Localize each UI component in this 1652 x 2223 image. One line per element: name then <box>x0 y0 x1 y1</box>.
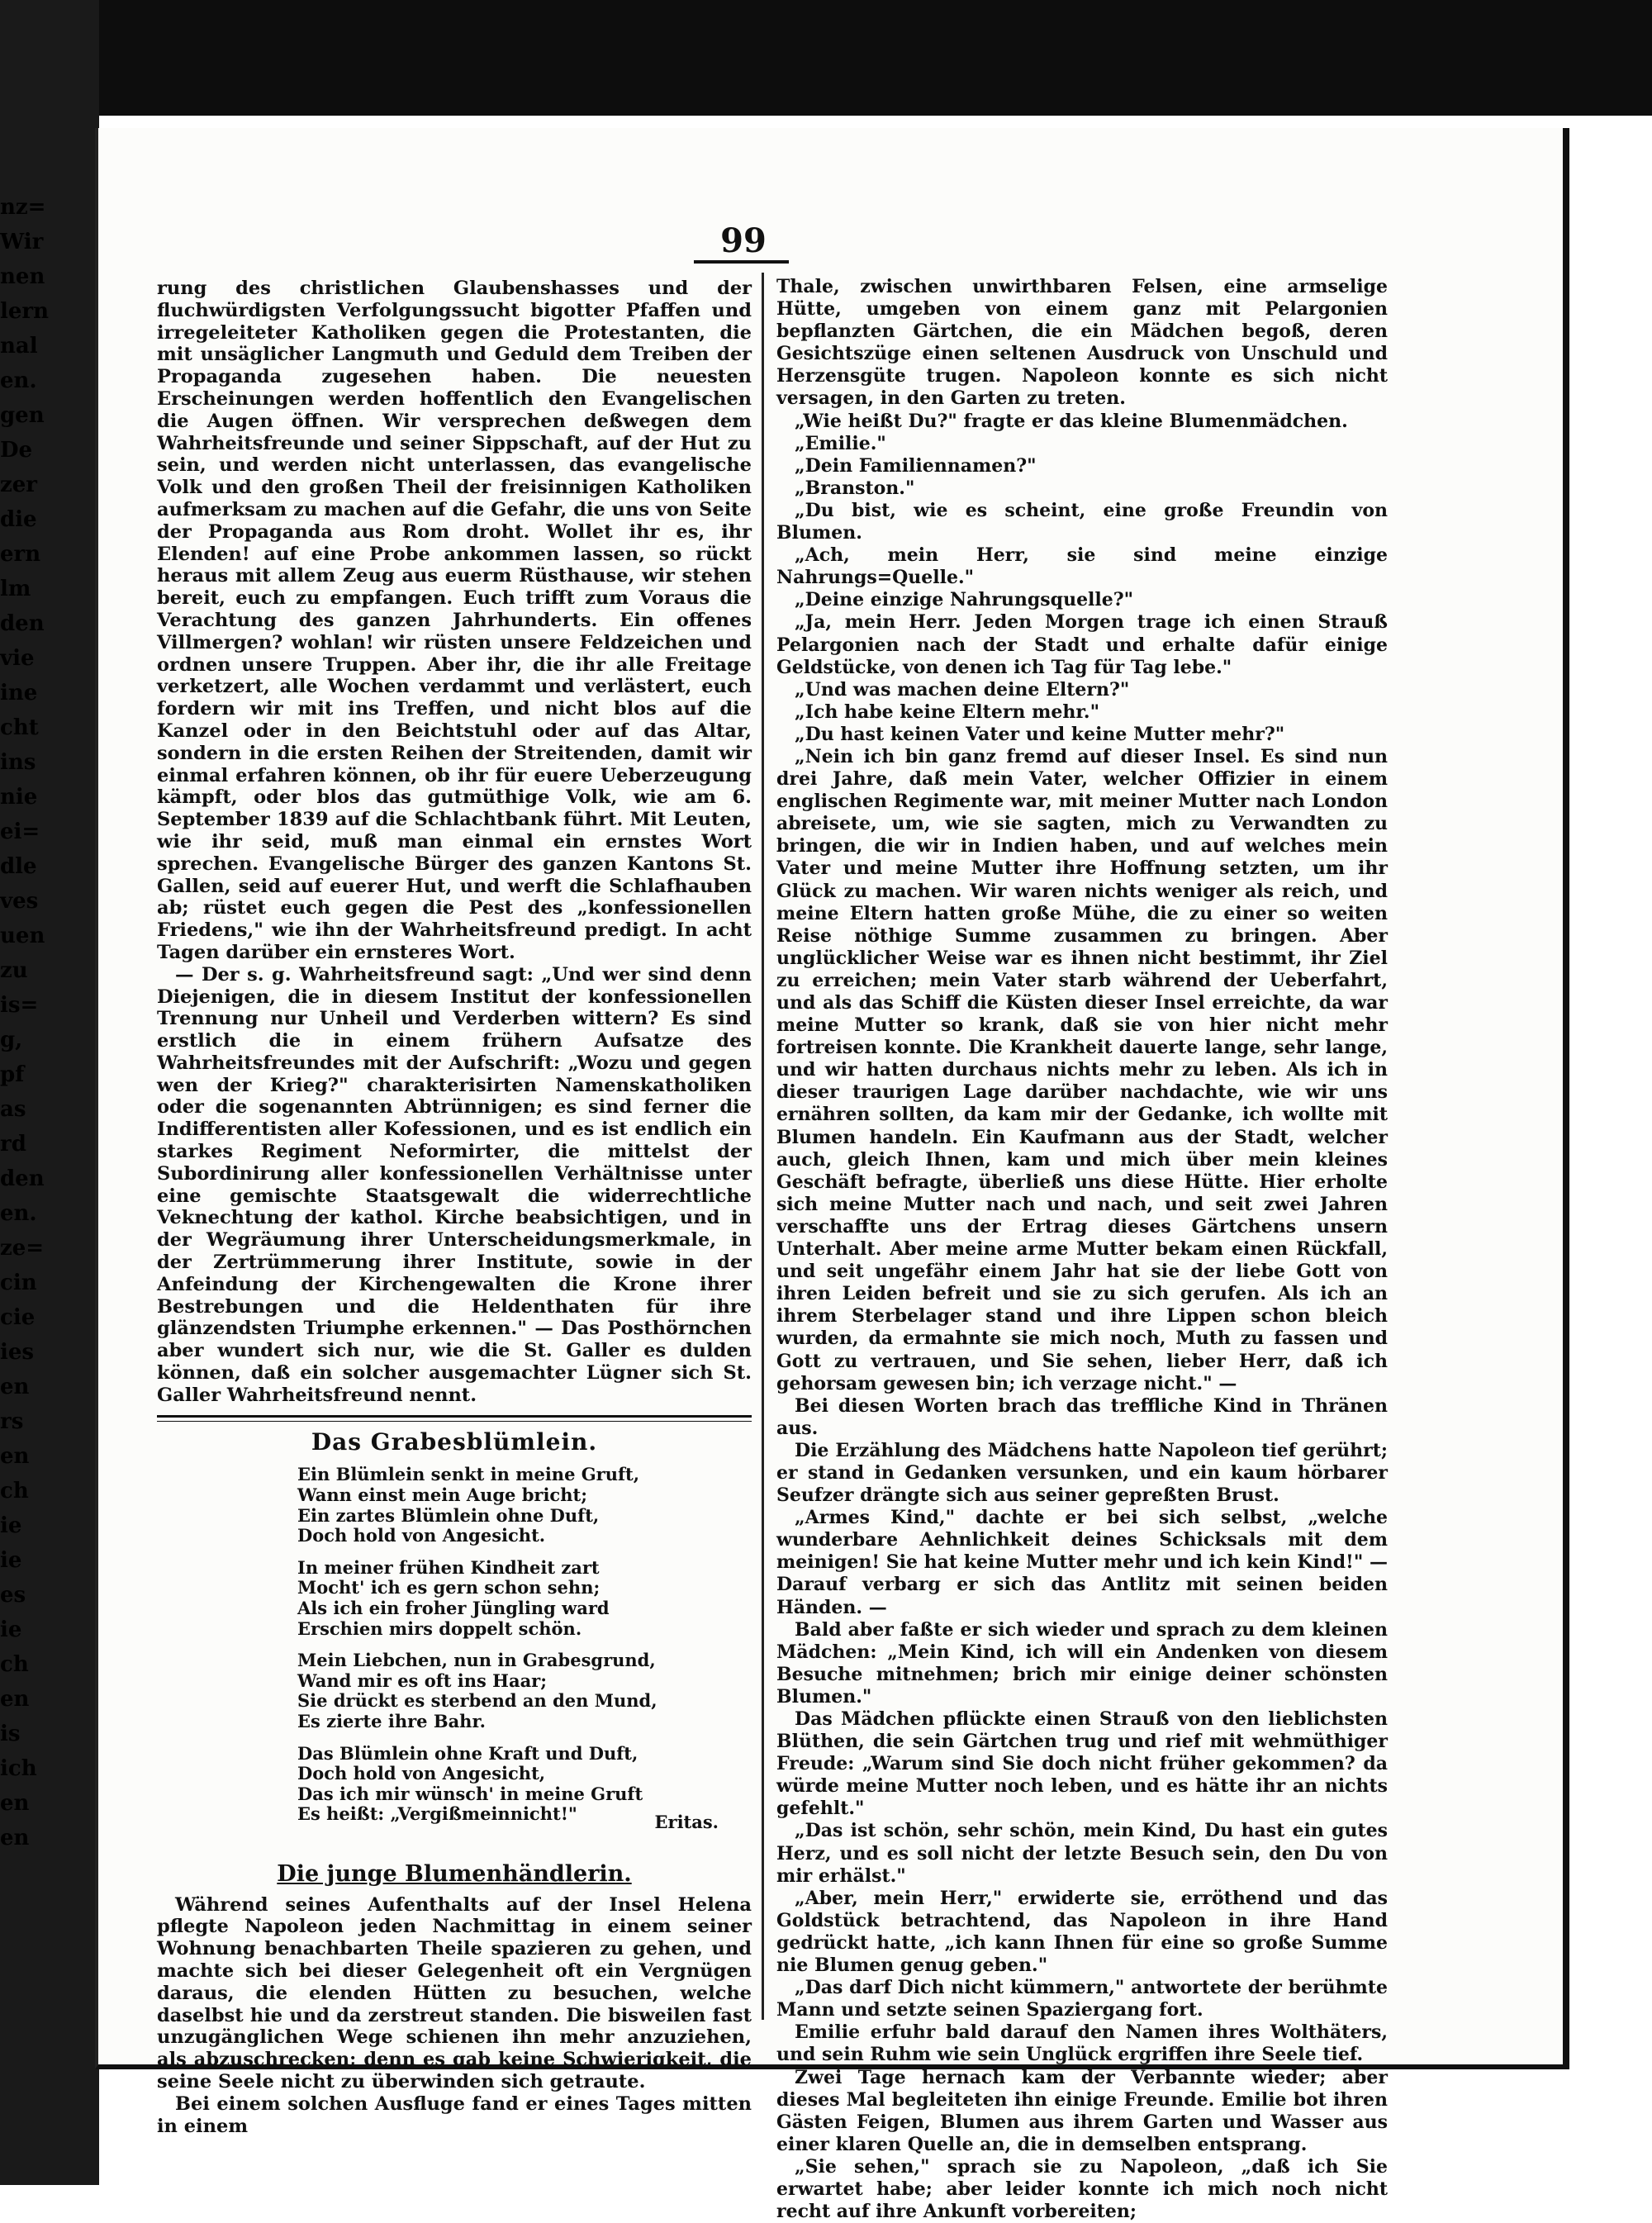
story-paragraph: Bei einem solchen Ausfluge fand er eines Tages mitten in einem <box>157 2092 752 2137</box>
story-paragraph: „Du hast keinen Vater und keine Mutter mehr?" <box>795 723 1285 745</box>
story-paragraph: Thale, zwischen unwirthbaren Felsen, eine armselige Hütte, umgeben von einem ganz mit Pelargonien bepflanzten Gärtchen, die ein Mädchen begoß, deren Gesichtszüge einen seltenen Ausdruck von Unschuld und Herzensgüte trugen. Napoleon konnte es sich nicht versagen, in den Garten zu treten. <box>776 276 1388 410</box>
poem-line: Als ich ein froher Jüngling ward <box>297 1598 610 1618</box>
previous-page-fragment: is= <box>0 993 39 1018</box>
column-divider <box>762 273 764 2020</box>
previous-page-fragment: zu <box>0 958 28 983</box>
story-paragraph: Bald aber faßte er sich wieder und sprach zu dem kleinen Mädchen: „Mein Kind, ich will ein Andenken von diesem Besuche mitnehmen; brich mir einige deiner schönsten Blumen." <box>776 1618 1388 1708</box>
right-column <box>776 276 1388 2223</box>
previous-page-fragment: ine <box>0 681 38 705</box>
story-paragraph: „Wie heißt Du?" fragte er das kleine Blumenmädchen. <box>795 410 1348 432</box>
previous-page-fragment: as <box>0 1097 26 1122</box>
previous-page-fragment: ins <box>0 750 36 775</box>
story-paragraph: „Ach, mein Herr, sie sind meine einzige Nahrungs=Quelle." <box>776 544 1388 589</box>
story-paragraph: „Branston." <box>795 477 915 499</box>
previous-page-fragment: ves <box>0 889 39 914</box>
poem-line: Erschien mirs doppelt schön. <box>297 1617 582 1639</box>
poem-line: Mocht' ich es gern schon sehn; <box>297 1577 601 1598</box>
poem-line: Das ich mir wünsch' in meine Gruft <box>297 1783 643 1804</box>
previous-page-fragment: ei= <box>0 819 40 844</box>
previous-page-fragment: ern <box>0 542 41 567</box>
previous-page-fragment: rd <box>0 1132 26 1157</box>
story-paragraph: „Du bist, wie es scheint, eine große Freundin von Blumen. <box>776 499 1388 544</box>
previous-page-fragment: ze= <box>0 1236 45 1261</box>
previous-page-fragment: ie <box>0 1548 22 1573</box>
story-paragraph: „Aber, mein Herr," erwiderte sie, erröthend und das Goldstück betrachtend, das Napoleon in ihre Hand gedrückt hatte, „ich kann Ihnen für eine so große Summe nie Blumen genug geben." <box>776 1887 1388 1977</box>
previous-page-fragment: en <box>0 1375 30 1399</box>
previous-page-fragment: cie <box>0 1305 36 1330</box>
article-paragraph: — Der s. g. Wahrheitsfreund sagt: „Und wer sind denn Diejenigen, die in diesem Institut der konfessionellen Trennung nur Unheil und Verderben wittern? Es sind erstlich die in einem frühern Aufsatze des Wahrheitsfreundes mit der Aufschrift: „Wozu und gegen wen der Krieg?" charakterisirten Namenskatholiken oder die sogenannten Abtrünnigen; es sind ferner die Indifferentisten aller Kofessionen, und es ist endlich ein starkes Regiment Neformirter, die mittelst der Subordinirung aller konfessionellen Verhältnisse unter eine gemischte Staatsgewalt die widerrechtliche Veknechtung der kathol. Kirche beabsichtigen, und in der Wegräumung ihrer Unterscheidungsmerkmale, in der Zertrümmerung ihrer Institute, sowie in der Anfeindung der Kirchengewalten die Krone ihrer Bestrebungen und die Heldenthaten für ihre glänzendsten Triumphe erkennen." — Das Posthörnchen aber wundert sich nur, wie die St. Galler es dulden können, daß ein solcher ausgemachter Lügner sich St. Galler Wahrheitsfreund nennt. <box>157 963 752 1406</box>
previous-page-fragment: g, <box>0 1028 23 1052</box>
poem-line: In meiner frühen Kindheit zart <box>297 1556 600 1578</box>
poem-line: Ein zartes Blümlein ohne Duft, <box>297 1504 600 1526</box>
previous-page-fragment: is <box>0 1722 21 1746</box>
poem-line: Doch hold von Angesicht, <box>297 1763 546 1784</box>
previous-page-fragment: nal <box>0 334 38 359</box>
previous-page-fragment: ies <box>0 1340 35 1365</box>
section-rule-thin <box>157 1421 752 1422</box>
previous-page-fragment: ie <box>0 1513 22 1538</box>
story-paragraph: Zwei Tage hernach kam der Verbannte wieder; aber dieses Mal begleiteten ihn einige Freunde. Emilie bot ihren Gästen Feigen, Blumen aus ihrem Garten und Wasser aus einer klaren Quelle an, die in demselben entsprang. <box>776 2066 1388 2155</box>
previous-page-fragment: nen <box>0 264 45 289</box>
previous-page-fragment: en <box>0 1791 30 1816</box>
previous-page-fragment: en. <box>0 368 37 393</box>
poem-line: Mein Liebchen, nun in Grabesgrund, <box>297 1650 656 1671</box>
article-paragraph: rung des christlichen Glaubenshasses und der fluchwürdigsten Verfolgungssucht bigotter Pfaffen und irregeleiteter Katholiken gegen die Protestanten, die mit unsäglicher Langmuth und Geduld dem Treiben der Propaganda zugesehen haben. Die neuesten Erscheinungen werden hoffentlich den Evangelischen die Augen öffnen. Wir versprechen deßwegen dem Wahrheitsfreunde und seiner Sippschaft, auf der Hut zu sein, und werden nicht unterlassen, das evangelische Volk und den großen Theil der freisinnigen Katholiken aufmerksam zu machen auf die Gefahr, die uns von Seite der Propaganda aus Rom droht. Wollet ihr es, ihr Elenden! auf eine Probe ankommen lassen, so rückt heraus mit allem Zeug aus euerm Rüsthause, wir stehen bereit, euch zu empfangen. Euch trifft zum Voraus die Verachtung des ganzen Jahrhunderts. Ein offenes Villmergen? wohlan! wir rüsten unsere Feldzeichen und ordnen unsere Truppen. Aber ihr, die ihr alle Freitage verketzert, alle Wochen verdammt und verlästert, euch fordern wir mit ins Treffen, und nicht blos auf die Kanzel oder in den Beichtstuhl oder auf das Altar, sondern in die ersten Reihen der Streitenden, damit wir einmal erfahren können, ob ihr für euere Ueberzeugung kämpft, oder blos das gutmüthige Volk, wie am 6. September 1839 auf die Schlachtbank führt. Mit Leuten, wie ihr seid, muß man einmal ein ernstes Wort sprechen. Evangelische Bürger des ganzen Kantons St. Gallen, seid auf euerer Hut, und werft die Schlafhauben ab; rüstet euch gegen die Pest des „konfessionellen Friedens," wie ihn der Wahrheitsfreund predigt. In acht Tagen darüber ein ernsteres Wort. <box>157 278 752 963</box>
poem-line: Ein Blümlein senkt in meine Gruft, <box>297 1464 640 1485</box>
left-column <box>157 278 752 2137</box>
previous-page-fragment: cht <box>0 715 39 740</box>
story-paragraph: „Ich habe keine Eltern mehr." <box>795 701 1100 723</box>
story-paragraph: Während seines Aufenthalts auf der Insel Helena pflegte Napoleon jeden Nachmittag in einem seiner Wohnung benachbarten Theile spazieren zu gehen, und machte sich bei dieser Gelegenheit oft ein Vergnügen daraus, die elenden Hütten zu besuchen, welche daselbst hie und da zerstreut standen. Die bisweilen fast unzugänglichen Wege schienen ihn mehr anzuziehen, als abzuschrecken; denn es gab keine Schwierigkeit, die seine Seele nicht zu überwinden sich getraute. <box>157 1893 752 2092</box>
scan-background-top <box>0 0 1652 116</box>
poem-stanza <box>297 1558 710 1639</box>
previous-page-fragment: De <box>0 438 33 463</box>
story-paragraph: „Emilie." <box>795 432 886 454</box>
story-title: Die junge Blumenhändlerin. <box>277 1860 632 1887</box>
section-rule <box>157 1415 752 1418</box>
previous-page-fragment: nie <box>0 785 38 810</box>
story-paragraph: „Armes Kind," dachte er bei sich selbst, „welche wunderbare Aehnlichkeit deines Schicksals mit dem meinigen! Sie hat keine Mutter mehr und ich kein Kind!" — Darauf verbarg er sich das Antlitz mit seinen beiden Händen. — <box>776 1507 1388 1618</box>
previous-page-fragment: gen <box>0 403 45 428</box>
previous-page-fragment: pf <box>0 1062 25 1087</box>
story-paragraph: „Das darf Dich nicht kümmern," antwortete der berühmte Mann und setzte seinen Spaziergang fort. <box>776 1977 1388 2021</box>
previous-page-fragment: nz= <box>0 195 46 220</box>
previous-page-fragment: zer <box>0 473 38 497</box>
previous-page-fragments <box>0 190 50 1850</box>
previous-page-fragment: ie <box>0 1617 22 1642</box>
page-number-rule <box>694 260 789 264</box>
poem-line: Wann einst mein Auge bricht; <box>297 1484 587 1506</box>
story-paragraph: Die Erzählung des Mädchens hatte Napoleon tief gerührt; er stand in Gedanken versunken, und ein kaum hörbarer Seufzer drängte sich aus seiner gepreßten Brust. <box>776 1439 1388 1507</box>
previous-page-fragment: den <box>0 611 45 636</box>
poem-signature: Eritas. <box>654 1811 719 1832</box>
poem-line: Es zierte ihre Bahr. <box>297 1710 486 1731</box>
story-paragraph: „Ja, mein Herr. Jeden Morgen trage ich einen Strauß Pelargonien nach der Stadt und erhalte dafür einige Geldstücke, von denen ich Tag für Tag lebe." <box>776 611 1388 678</box>
story-paragraph: „Deine einzige Nahrungsquelle?" <box>795 589 1134 611</box>
story-paragraph: „Und was machen deine Eltern?" <box>795 678 1130 701</box>
poem-title: Das Grabesblümlein. <box>311 1427 598 1456</box>
previous-page-fragment: lm <box>0 577 31 601</box>
poem-stanza <box>297 1651 710 1731</box>
poem <box>297 1465 710 1825</box>
poem-line: Wand mir es oft ins Haar; <box>297 1670 547 1691</box>
poem-line: Es heißt: „Vergißmeinnicht!" <box>297 1803 577 1825</box>
previous-page-fragment: rs <box>0 1409 24 1434</box>
previous-page-fragment: es <box>0 1583 26 1608</box>
previous-page-fragment: vie <box>0 646 35 671</box>
poem-line: Sie drückt es sterbend an den Mund, <box>297 1690 657 1712</box>
previous-page-fragment: lern <box>0 299 50 324</box>
story-paragraph: Bei diesen Worten brach das treffliche Kind in Thränen aus. <box>776 1394 1388 1439</box>
previous-page-fragment: cin <box>0 1271 37 1295</box>
previous-page-fragment: uen <box>0 924 45 948</box>
story-paragraph: „Dein Familiennamen?" <box>795 454 1037 477</box>
previous-page-fragment: en <box>0 1444 30 1469</box>
story-paragraph: „Nein ich bin ganz fremd auf dieser Insel. Es sind nun drei Jahre, daß mein Vater, welcher Offizier in einem englischen Regimente war, mit meiner Mutter nach London abreisete, um, wie sie sagten, mich zu Verwandten zu bringen, die wir in Indien haben, und auf welches mein Vater und meine Mutter ihre Hoffnung setzten, um ihr Glück zu machen. Wir waren nichts weniger als reich, und meine Eltern hatten große Mühe, die zu einer so weiten Reise nöthige Summe zusammen zu bringen. Aber unglücklicher Weise war es ihnen nicht bestimmt, ihr Ziel zu erreichen; mein Vater starb während der Ueberfahrt, und als das Schiff die Küsten dieser Insel erreichte, da war meine Mutter so krank, daß sie von hier nicht mehr fortreisen konnte. Die Krankheit dauerte lange, sehr lange, und wir hatten durchaus nichts mehr zu leben. Als ich in dieser traurigen Lage darüber nachdachte, wie wir uns ernähren sollten, da kam mir der Gedanke, ich wollte mit Blumen handeln. Ein Kaufmann aus der Stadt, welcher auch, gleich Ihnen, kam und mich über mein kleines Geschäft befragte, überließ uns diese Hütte. Hier erholte sich meine Mutter nach und nach, und seit zwei Jahren verschaffte uns der Ertrag dieses Gärtchens unsern Unterhalt. Aber meine arme Mutter bekam einen Rückfall, und seit ungefähr einem Jahr hat sie der liebe Gott von ihren Leiden befreit und sie zu sich gerufen. Als ich an ihrem Sterbelager stand und ihre Lippen schon bleich wurden, da ermahnte sie mich noch, Muth zu fassen und Gott zu vertrauen, und Sie sehen, lieber Herr, daß ich gehorsam gewesen bin; ich verzage nicht." — <box>776 745 1388 1394</box>
previous-page-fragment: ch <box>0 1479 29 1503</box>
poem-stanza <box>297 1465 710 1546</box>
previous-page-fragment: ich <box>0 1756 37 1781</box>
previous-page-fragment: den <box>0 1166 45 1191</box>
previous-page-fragment: en <box>0 1826 30 1850</box>
previous-page-fragment: en. <box>0 1201 37 1226</box>
story-paragraph: „Das ist schön, sehr schön, mein Kind, Du hast ein gutes Herz, und es soll nicht der letzte Besuch sein, den Du von mir erhälst." <box>776 1820 1388 1887</box>
page-number: 99 <box>720 221 767 260</box>
previous-page-fragment: dle <box>0 854 37 879</box>
poem-line: Doch hold von Angesicht. <box>297 1525 546 1546</box>
previous-page-fragment: Wir <box>0 230 44 254</box>
poem-line: Das Blümlein ohne Kraft und Duft, <box>297 1742 638 1764</box>
story-paragraph: „Sie sehen," sprach sie zu Napoleon, „daß ich Sie erwartet habe; aber leider konnte ich mich noch nicht recht auf ihre Ankunft vorbereiten; <box>776 2155 1388 2223</box>
previous-page-fragment: ch <box>0 1652 29 1677</box>
previous-page-fragment: en <box>0 1687 30 1712</box>
story-paragraph: Das Mädchen pflückte einen Strauß von den lieblichsten Blüthen, die sein Gärtchen trug und rief mit wehmüthiger Freude: „Warum sind Sie doch nicht früher gekommen? da würde meine Mutter noch leben, und es hätte ihr an nichts gefehlt." <box>776 1708 1388 1820</box>
previous-page-fragment: die <box>0 507 37 532</box>
story-paragraph: Emilie erfuhr bald darauf den Namen ihres Wolthäters, und sein Ruhm wie sein Unglück ergriffen ihre Seele tief. <box>776 2021 1388 2066</box>
